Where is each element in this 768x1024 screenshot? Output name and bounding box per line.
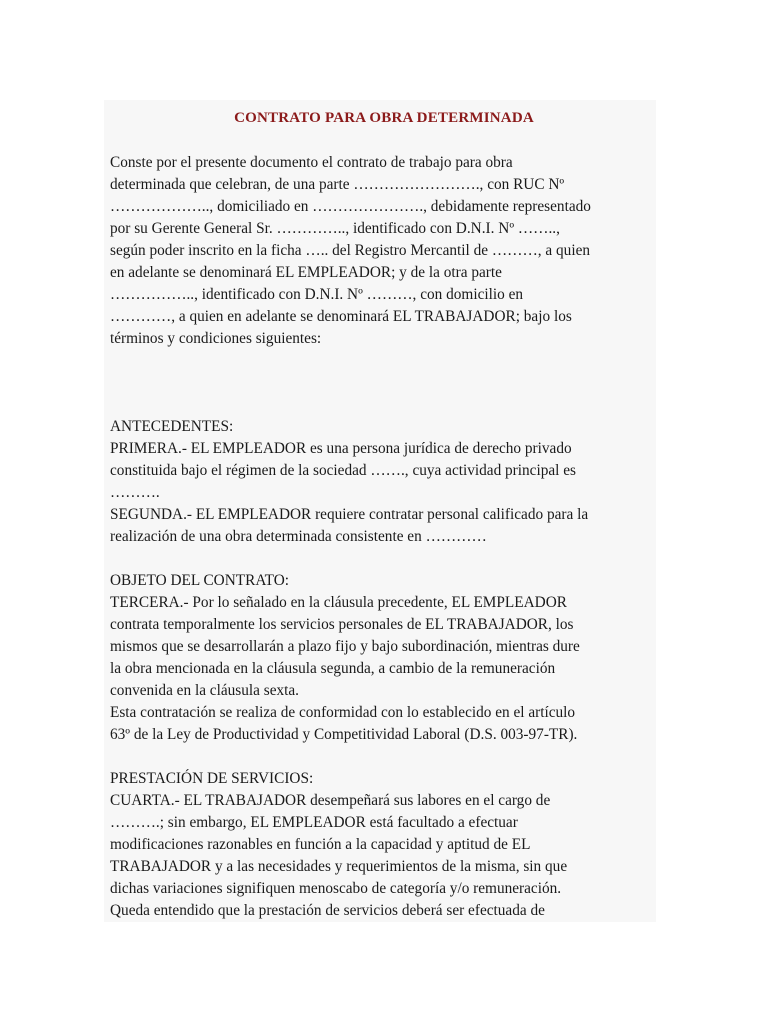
- text-line: TRABAJADOR y a las necesidades y requerimientos de la misma, sin que: [110, 858, 568, 875]
- text-line: Queda entendido que la prestación de servicios deberá ser efectuada de: [110, 902, 545, 919]
- text-line: en adelante se denominará EL EMPLEADOR; y de la otra parte: [110, 264, 502, 281]
- text-line: determinada que celebran, de una parte ……………………., con RUC Nº: [110, 176, 565, 193]
- text-line: la obra mencionada en la cláusula segunda, a cambio de la remuneración: [110, 660, 556, 677]
- text-line: contrata temporalmente los servicios personales de EL TRABAJADOR, los: [110, 616, 574, 633]
- spacer: [110, 350, 662, 372]
- prestacion-section: [110, 768, 662, 922]
- spacer: [110, 394, 662, 416]
- document-title: CONTRATO PARA OBRA DETERMINADA: [234, 110, 534, 126]
- text-line: …………, a quien en adelante se denominará EL TRABAJADOR; bajo los: [110, 308, 572, 325]
- text-line: ……….; sin embargo, EL EMPLEADOR está facultado a efectuar: [110, 814, 518, 831]
- text-line: dichas variaciones signifiquen menoscabo de categoría y/o remuneración.: [110, 880, 562, 897]
- objeto-section: [110, 570, 662, 746]
- section-heading: PRESTACIÓN DE SERVICIOS:: [110, 770, 314, 787]
- spacer: [110, 548, 662, 570]
- text-line: mismos que se desarrollarán a plazo fijo y bajo subordinación, mientras dure: [110, 638, 580, 655]
- spacer: [110, 372, 662, 394]
- text-line: CUARTA.- EL TRABAJADOR desempeñará sus labores en el cargo de: [110, 792, 551, 809]
- intro-paragraph: [110, 152, 662, 350]
- text-line: Conste por el presente documento el contrato de trabajo para obra: [110, 154, 513, 171]
- text-line: TERCERA.- Por lo señalado en la cláusula precedente, EL EMPLEADOR: [110, 594, 567, 611]
- text-line: realización de una obra determinada consistente en …………: [110, 528, 487, 545]
- section-heading: ANTECEDENTES:: [110, 418, 234, 435]
- text-line: por su Gerente General Sr. ………….., identificado con D.N.I. Nº ……..,: [110, 220, 560, 237]
- text-line: ……………….., domiciliado en …………………., debidamente representado: [110, 198, 591, 215]
- antecedentes-section: [110, 416, 662, 548]
- text-line: PRIMERA.- EL EMPLEADOR es una persona jurídica de derecho privado: [110, 440, 572, 457]
- text-line: convenida en la cláusula sexta.: [110, 682, 300, 699]
- text-line: según poder inscrito en la ficha ….. del Registro Mercantil de ………, a quien: [110, 242, 591, 259]
- text-line: términos y condiciones siguientes:: [110, 330, 322, 347]
- text-line: ……….: [110, 484, 160, 501]
- document-body: [110, 152, 662, 922]
- text-line: constituida bajo el régimen de la sociedad ……., cuya actividad principal es: [110, 462, 576, 479]
- text-line: SEGUNDA.- EL EMPLEADOR requiere contratar personal calificado para la: [110, 506, 589, 523]
- text-line: 63º de la Ley de Productividad y Competitividad Laboral (D.S. 003-97-TR).: [110, 726, 578, 743]
- spacer: [110, 746, 662, 768]
- text-line: Esta contratación se realiza de conformidad con lo establecido en el artículo: [110, 704, 576, 721]
- section-heading: OBJETO DEL CONTRATO:: [110, 572, 290, 589]
- text-line: modificaciones razonables en función a la capacidad y aptitud de EL: [110, 836, 531, 853]
- text-line: …………….., identificado con D.N.I. Nº ………, con domicilio en: [110, 286, 524, 303]
